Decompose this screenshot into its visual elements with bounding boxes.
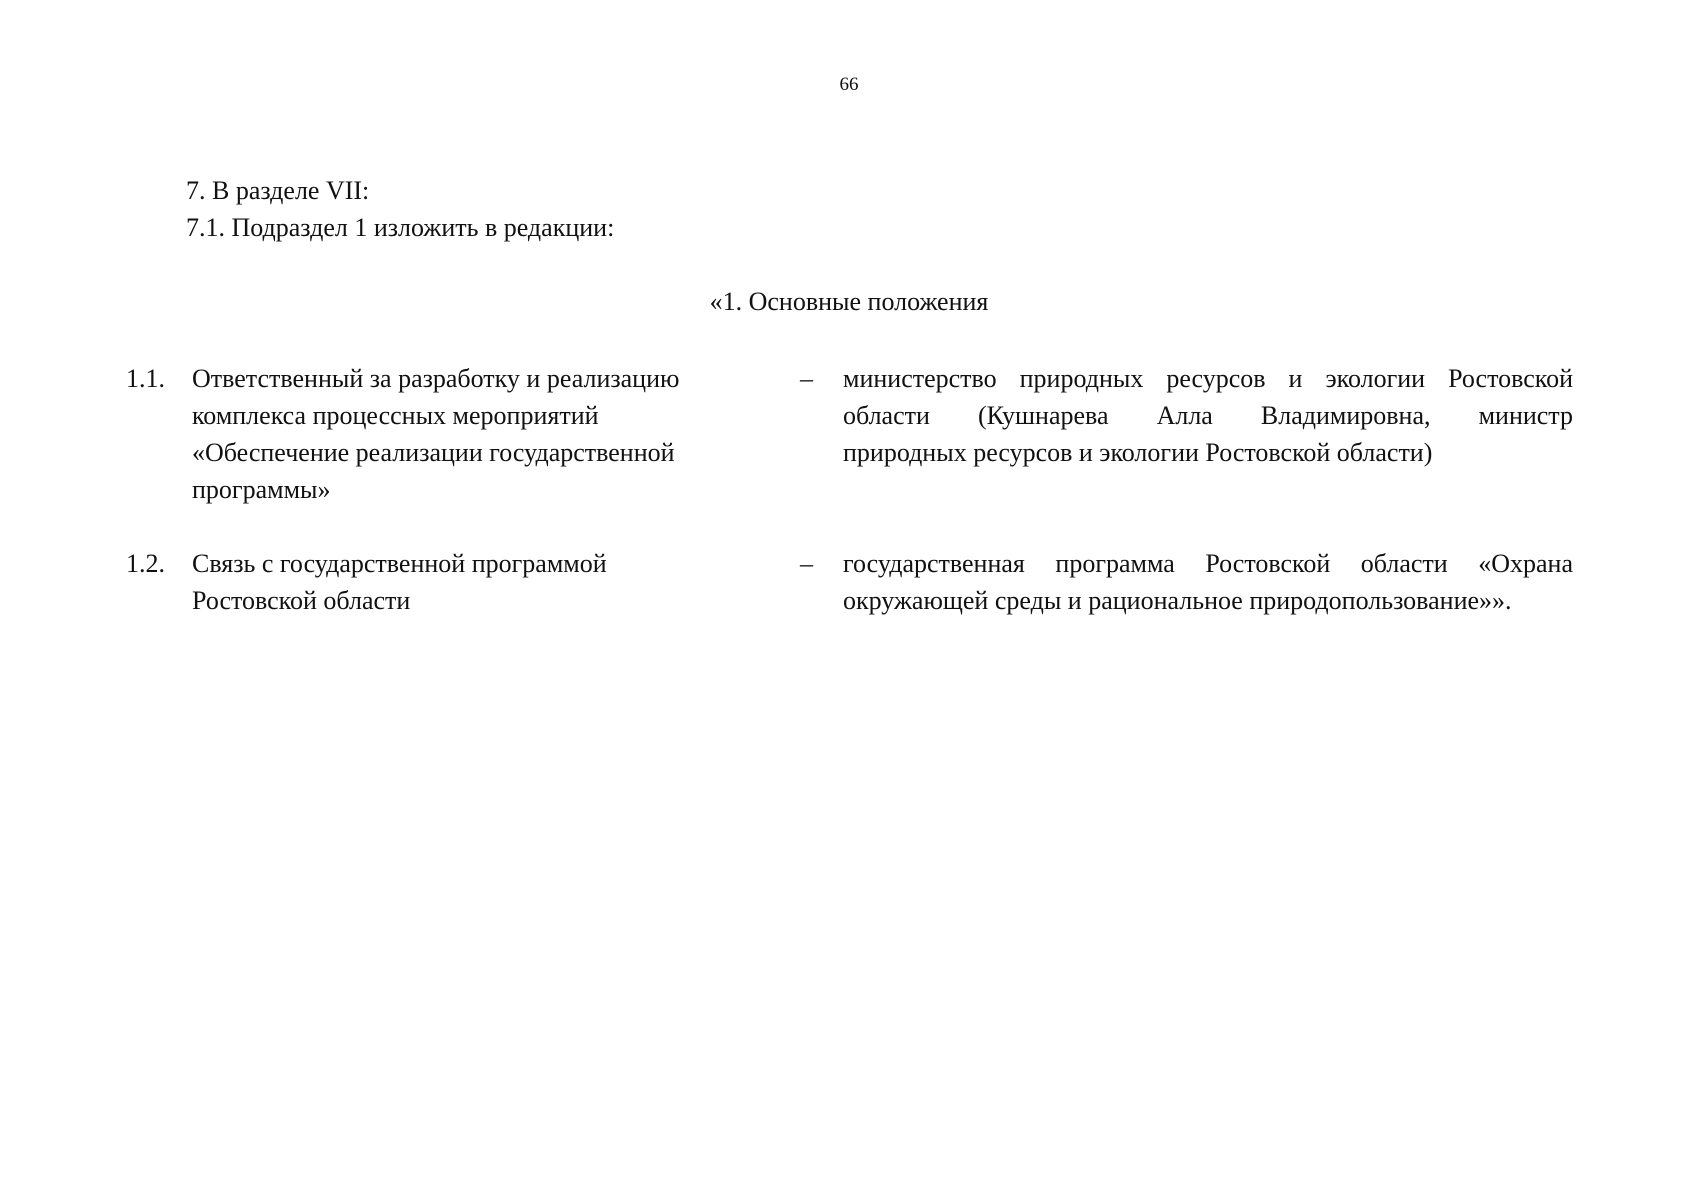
page-number: 66: [839, 74, 859, 95]
value-line: области (Кушнарева Алла Владимировна, министр: [843, 401, 1573, 430]
section-heading: «1. Основные положения: [709, 287, 989, 316]
row-value: [843, 360, 1573, 471]
value-line: природных ресурсов и экологии Ростовской области): [843, 438, 1433, 467]
row-dash: –: [800, 364, 813, 393]
row-number: 1.1.: [126, 364, 165, 393]
row-number: 1.2.: [126, 549, 165, 578]
paragraph-subsection-7-1: 7.1. Подраздел 1 изложить в редакции:: [186, 213, 615, 242]
row-label: Связь с государственной программой Ростовской области: [192, 549, 607, 615]
row-dash: –: [800, 549, 813, 578]
paragraph-section-7: 7. В разделе VII:: [186, 176, 370, 205]
row-label: Ответственный за разработку и реализацию комплекса процессных мероприятий «Обеспечение реализации государственной программы»: [192, 364, 680, 504]
row-value: [843, 545, 1573, 619]
value-line: государственная программа Ростовской области «Охрана: [843, 549, 1573, 578]
value-line: окружающей среды и рациональное природопользование»».: [843, 586, 1512, 615]
value-line: министерство природных ресурсов и экологии Ростовской: [843, 364, 1573, 393]
